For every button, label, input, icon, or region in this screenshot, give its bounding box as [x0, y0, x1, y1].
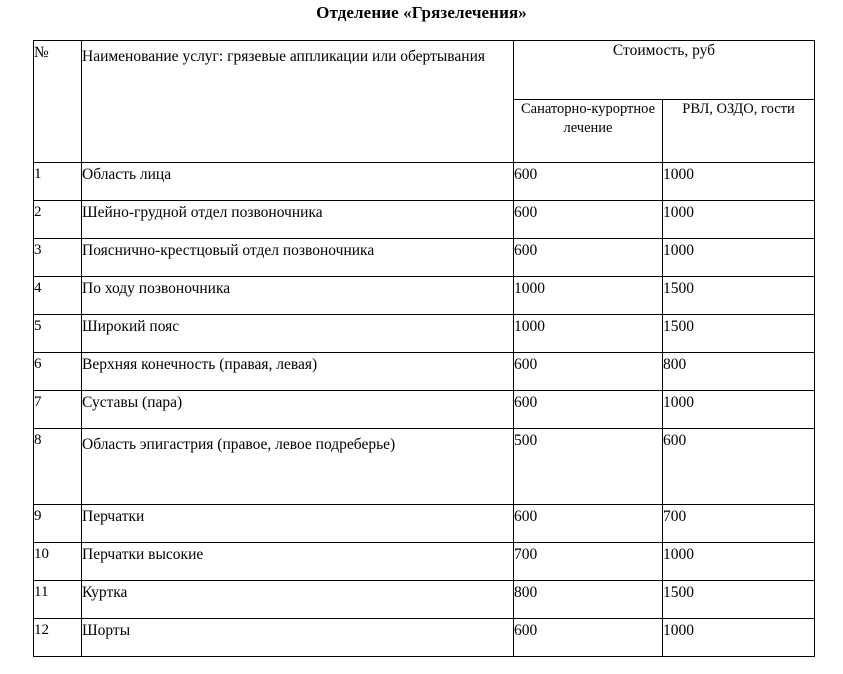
cell-price-sanatorium: 600	[514, 239, 663, 277]
cell-price-sanatorium: 800	[514, 581, 663, 619]
cell-price-sanatorium: 1000	[514, 315, 663, 353]
table-row	[34, 201, 815, 239]
cell-price-sanatorium: 500	[514, 429, 663, 505]
table-row	[34, 505, 815, 543]
cell-price-guests: 1000	[663, 543, 815, 581]
header-cost-sanatorium: Санаторно-курортное лечение	[514, 100, 663, 163]
price-table	[33, 40, 815, 657]
table-row	[34, 581, 815, 619]
cell-price-guests: 1000	[663, 201, 815, 239]
cell-price-guests: 1000	[663, 619, 815, 657]
cell-service-name: Перчатки высокие	[82, 543, 514, 581]
cell-service-name: Шорты	[82, 619, 514, 657]
cell-service-name: Шейно-грудной отдел позвоночника	[82, 201, 514, 239]
table-body	[34, 163, 815, 657]
cell-number: 9	[34, 505, 82, 543]
cell-price-sanatorium: 600	[514, 391, 663, 429]
page-title: Отделение «Грязелечения»	[316, 3, 527, 22]
header-cost-group: Стоимость, руб	[514, 41, 815, 100]
table-row	[34, 619, 815, 657]
cell-number: 1	[34, 163, 82, 201]
cell-price-guests: 800	[663, 353, 815, 391]
table-row	[34, 391, 815, 429]
cell-price-sanatorium: 1000	[514, 277, 663, 315]
table-header-row-top	[34, 41, 815, 100]
cell-number: 3	[34, 239, 82, 277]
cell-price-guests: 1500	[663, 277, 815, 315]
table-row	[34, 163, 815, 201]
table-row	[34, 239, 815, 277]
table-row	[34, 429, 815, 505]
cell-number: 11	[34, 581, 82, 619]
cell-price-sanatorium: 600	[514, 505, 663, 543]
table-row	[34, 543, 815, 581]
cell-service-name: Перчатки	[82, 505, 514, 543]
table-row	[34, 353, 815, 391]
cell-price-guests: 600	[663, 429, 815, 505]
header-number: №	[34, 41, 82, 163]
cell-number: 5	[34, 315, 82, 353]
cell-number: 6	[34, 353, 82, 391]
header-service-name: Наименование услуг: грязевые аппликации или обертывания	[82, 41, 514, 163]
cell-price-sanatorium: 600	[514, 163, 663, 201]
cell-number: 7	[34, 391, 82, 429]
cell-price-guests: 1500	[663, 581, 815, 619]
table-row	[34, 277, 815, 315]
cell-service-name: Суставы (пара)	[82, 391, 514, 429]
header-cost-guests: РВЛ, ОЗДО, гости	[663, 100, 815, 163]
cell-price-guests: 1500	[663, 315, 815, 353]
cell-service-name: Широкий пояс	[82, 315, 514, 353]
cell-number: 10	[34, 543, 82, 581]
table-header	[34, 41, 815, 163]
cell-number: 4	[34, 277, 82, 315]
cell-price-guests: 1000	[663, 391, 815, 429]
cell-service-name: Область эпигастрия (правое, левое подреберье)	[82, 429, 514, 505]
cell-price-sanatorium: 700	[514, 543, 663, 581]
cell-price-guests: 1000	[663, 239, 815, 277]
cell-number: 8	[34, 429, 82, 505]
cell-service-name: Пояснично-крестцовый отдел позвоночника	[82, 239, 514, 277]
cell-price-sanatorium: 600	[514, 201, 663, 239]
cell-service-name: Область лица	[82, 163, 514, 201]
cell-number: 12	[34, 619, 82, 657]
cell-price-sanatorium: 600	[514, 353, 663, 391]
cell-service-name: Верхняя конечность (правая, левая)	[82, 353, 514, 391]
cell-price-guests: 1000	[663, 163, 815, 201]
cell-price-sanatorium: 600	[514, 619, 663, 657]
table-row	[34, 315, 815, 353]
cell-price-guests: 700	[663, 505, 815, 543]
cell-service-name: Куртка	[82, 581, 514, 619]
cell-service-name: По ходу позвоночника	[82, 277, 514, 315]
cell-number: 2	[34, 201, 82, 239]
